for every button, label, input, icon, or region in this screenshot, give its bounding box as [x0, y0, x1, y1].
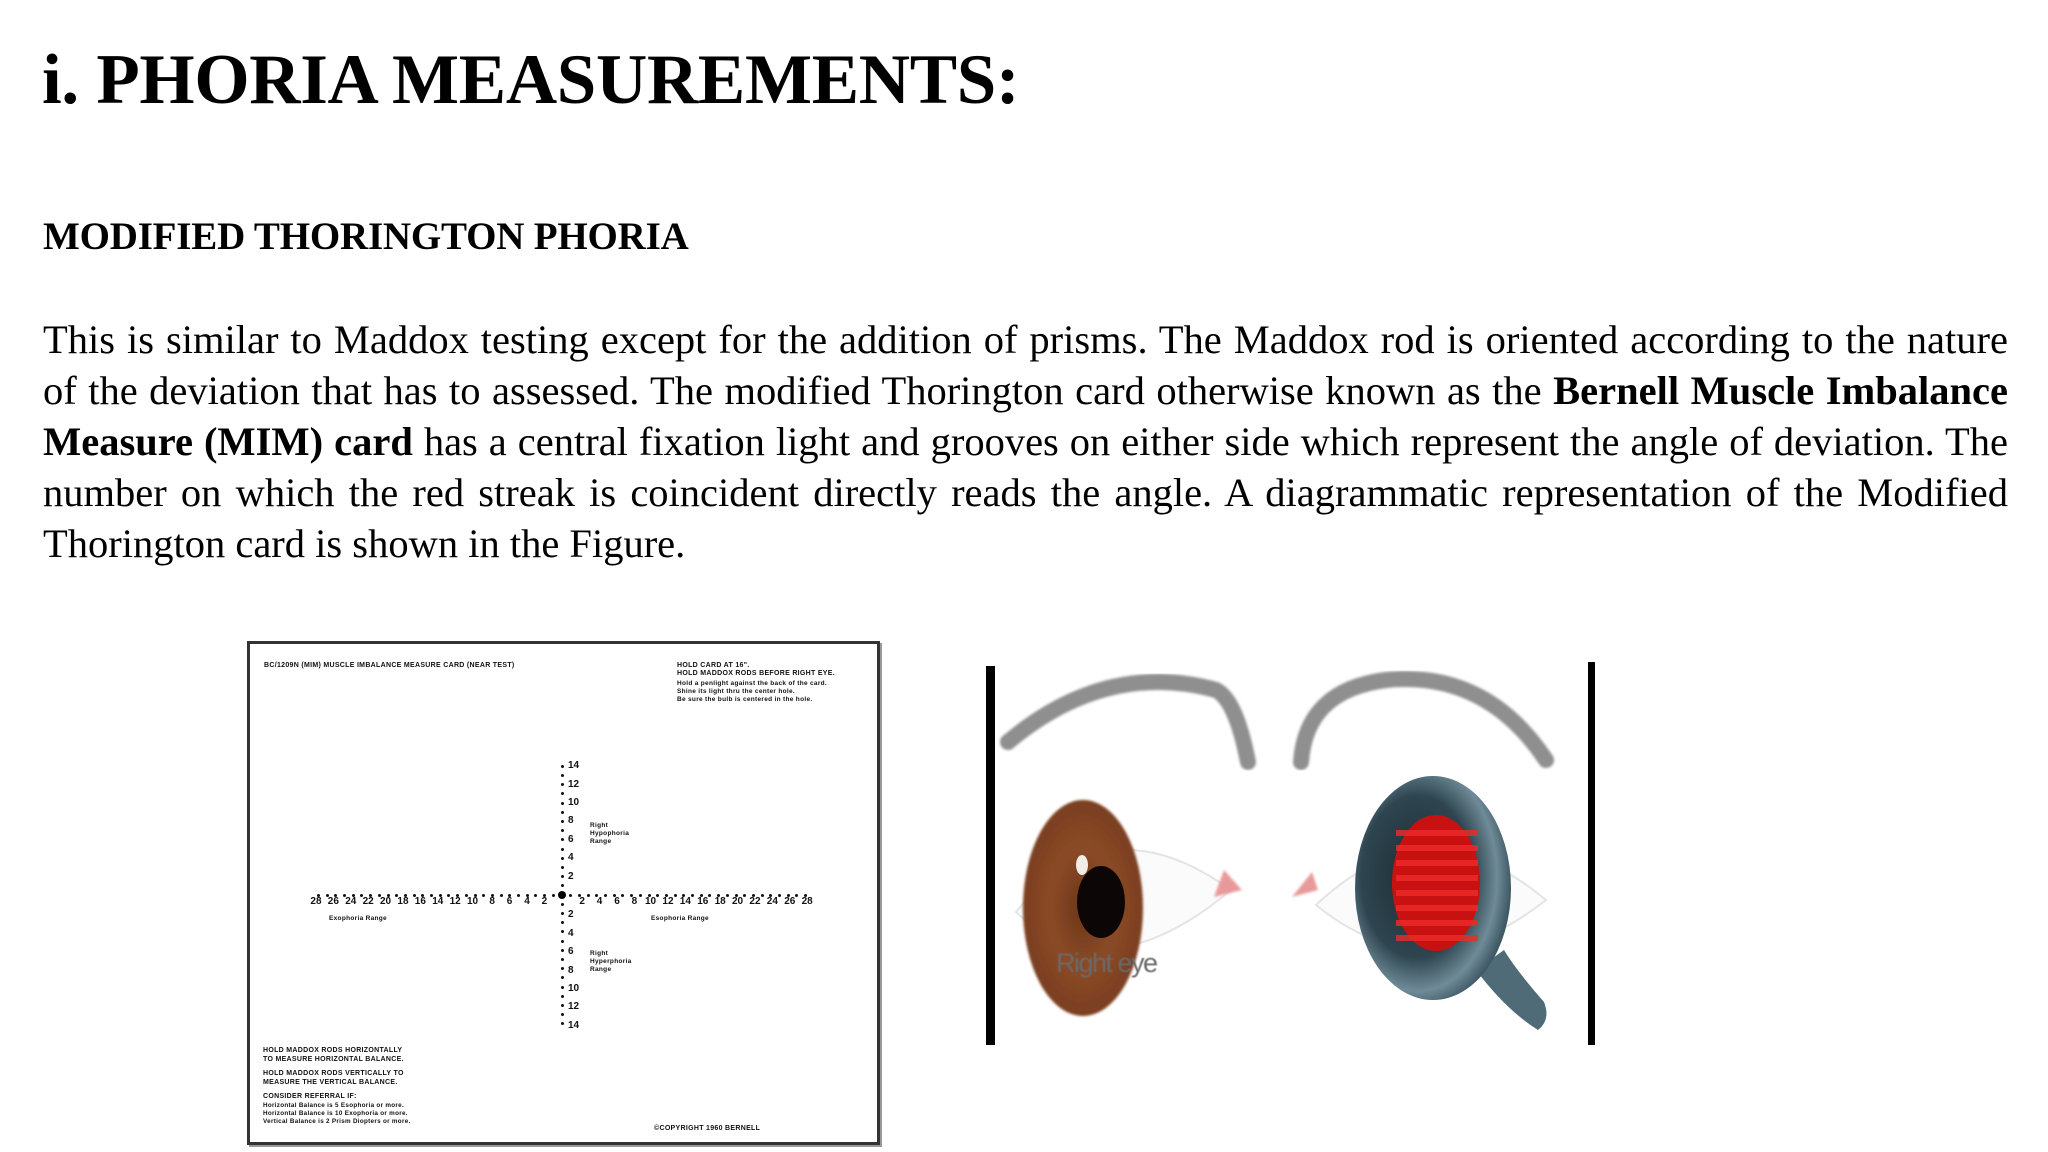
- esophoria-tick-label: 2: [579, 896, 585, 907]
- hyperphoria-tick-label: 4: [568, 927, 574, 939]
- hypophoria-tick-label: 10: [568, 797, 580, 808]
- instruction-2: TO MEASURE HORIZONTAL BALANCE.: [263, 1056, 404, 1063]
- scale-dot: [656, 894, 659, 897]
- hyperphoria-tick-label: 6: [568, 946, 574, 958]
- scale-dot: [621, 894, 624, 897]
- instruction-3: HOLD MADDOX RODS VERTICALLY TO: [263, 1070, 404, 1077]
- scale-dot: [639, 894, 642, 897]
- scale-dot: [561, 783, 564, 786]
- maddox-rod-eye-figure: [986, 650, 1596, 1050]
- paragraph-text-1: This is similar to Maddox testing except for the addition of prisms. The Maddox rod is oriented according to the nature of the deviation that has to assessed. The modified Thorington card otherwise known as the: [43, 317, 2008, 413]
- scale-dot: [561, 921, 564, 924]
- hyperphoria-tick-label: 10: [568, 983, 580, 994]
- scale-dot: [561, 857, 564, 860]
- scale-dot: [534, 894, 537, 897]
- scale-dot: [561, 995, 564, 998]
- scale-dot: [561, 820, 564, 823]
- card-note-2: HOLD MADDOX RODS BEFORE RIGHT EYE.: [677, 670, 835, 677]
- scale-dot: [552, 894, 555, 897]
- exophoria-tick-label: 10: [467, 896, 479, 907]
- hyperphoria-label-3: Range: [590, 966, 612, 973]
- scale-dot: [561, 986, 564, 989]
- scale-dot: [561, 958, 564, 961]
- scale-dot: [561, 802, 564, 805]
- scale-dot: [500, 894, 503, 897]
- scale-dot: [569, 894, 572, 897]
- esophoria-tick-label: 4: [596, 896, 603, 907]
- scale-dot: [795, 894, 798, 897]
- scale-dot: [708, 894, 711, 897]
- esophoria-tick-label: 28: [801, 896, 813, 907]
- scale-dot: [561, 838, 564, 841]
- scale-dot: [561, 848, 564, 851]
- exophoria-tick-label: 26: [327, 896, 339, 907]
- hypophoria-label-3: Range: [590, 838, 612, 845]
- exophoria-tick-label: 22: [362, 896, 374, 907]
- exophoria-tick-label: 18: [397, 896, 409, 907]
- exophoria-tick-label: 20: [380, 896, 392, 907]
- esophoria-tick-label: 22: [749, 896, 761, 907]
- eyes-illustration: [986, 650, 1596, 1050]
- right-eye-label: Right eye: [1056, 948, 1157, 978]
- scale-dot: [561, 930, 564, 933]
- esophoria-tick-label: 8: [631, 896, 638, 907]
- scale-dot: [674, 894, 677, 897]
- exophoria-tick-label: 16: [414, 896, 426, 907]
- paragraph-text-2: has a central fixation light and grooves on either side which represent the angle of deviation. The number on which the red streak is coincident directly reads the angle. A diagrammatic representation of the Modified Thorington card is shown in the Figure.: [43, 419, 2008, 566]
- scale-dot: [561, 774, 564, 777]
- copyright-text: ©COPYRIGHT 1960 BERNELL: [654, 1125, 761, 1132]
- exophoria-tick-label: 12: [449, 896, 461, 907]
- hypophoria-label-2: Hypophoria: [590, 830, 630, 837]
- exophoria-tick-label: 8: [489, 896, 495, 907]
- referral-criterion-1: Horizontal Balance is 5 Esophoria or more.: [263, 1102, 405, 1109]
- esophoria-tick-label: 20: [732, 896, 744, 907]
- mim-card-figure: [247, 641, 880, 1145]
- scale-dot: [561, 949, 564, 952]
- subsection-heading: MODIFIED THORINGTON PHORIA: [43, 215, 689, 258]
- scale-dot: [743, 894, 746, 897]
- instruction-1: HOLD MADDOX RODS HORIZONTALLY: [263, 1047, 403, 1054]
- card-note-3: Hold a penlight against the back of the card.: [677, 680, 828, 687]
- scale-dot: [561, 940, 564, 943]
- scale-dot: [561, 967, 564, 970]
- scale-dot: [561, 976, 564, 979]
- card-note-4: Shine its light thru the center hole.: [677, 688, 795, 695]
- card-note-5: Be sure the bulb is centered in the hole.: [677, 696, 813, 703]
- exophoria-tick-label: 28: [310, 896, 322, 907]
- esophoria-tick-label: 10: [645, 896, 657, 907]
- scale-dot: [604, 894, 607, 897]
- exophoria-tick-label: 14: [432, 896, 444, 907]
- hypophoria-tick-label: 6: [568, 833, 574, 845]
- esophoria-tick-label: 16: [697, 896, 709, 907]
- section-heading: i. PHORIA MEASUREMENTS:: [42, 41, 1020, 119]
- scale-dot: [561, 792, 564, 795]
- hyperphoria-tick-label: 14: [568, 1019, 580, 1031]
- hypophoria-tick-label: 14: [568, 760, 580, 772]
- hypophoria-tick-label: 8: [568, 815, 574, 827]
- referral-criterion-2: Horizontal Balance is 10 Exophoria or more.: [263, 1110, 408, 1117]
- scale-dot: [726, 894, 729, 897]
- scale-dot: [778, 894, 781, 897]
- hypophoria-label-1: Right: [590, 822, 609, 829]
- referral-criterion-3: Vertical Balance is 2 Prism Diopters or more.: [263, 1118, 411, 1125]
- exophoria-tick-label: 6: [506, 896, 513, 907]
- hyperphoria-tick-label: 8: [568, 964, 574, 976]
- scale-dot: [517, 894, 520, 897]
- scale-dot: [561, 875, 564, 878]
- esophoria-tick-label: 18: [714, 896, 726, 907]
- scale-dot: [561, 829, 564, 832]
- hyperphoria-tick-label: 2: [568, 909, 574, 921]
- scale-dot: [561, 1004, 564, 1007]
- scale-dot: [587, 894, 590, 897]
- esophoria-label: Esophoria Range: [651, 915, 709, 922]
- hypophoria-tick-label: 12: [568, 778, 580, 790]
- paragraph-bold-term: Bernell Muscle Imbalance Measure (MIM) card: [43, 368, 2009, 464]
- esophoria-tick-label: 24: [766, 896, 778, 907]
- exophoria-tick-label: 4: [524, 896, 530, 907]
- scale-dot: [691, 894, 694, 897]
- scale-dot: [561, 1022, 564, 1025]
- exophoria-tick-label: 24: [345, 896, 357, 907]
- esophoria-tick-label: 26: [784, 896, 796, 907]
- card-title: BC/1209N (MIM) MUSCLE IMBALANCE MEASURE CARD (NEAR TEST): [264, 662, 515, 669]
- scale-dot: [482, 894, 485, 897]
- hyperphoria-label-1: Right: [590, 950, 609, 957]
- esophoria-tick-label: 6: [614, 896, 620, 907]
- card-note-1: HOLD CARD AT 16".: [677, 662, 750, 669]
- fixation-hole: [558, 891, 566, 899]
- scale-dot: [561, 912, 564, 915]
- scale-dot: [761, 894, 764, 897]
- scale-dot: [561, 903, 564, 906]
- exophoria-tick-label: 2: [541, 896, 548, 907]
- scale-dot: [561, 765, 564, 768]
- esophoria-tick-label: 12: [662, 896, 674, 907]
- body-paragraph: [43, 314, 2008, 569]
- referral-heading: CONSIDER REFERRAL IF:: [263, 1093, 357, 1100]
- scale-dot: [561, 1013, 564, 1016]
- scale-dot: [561, 884, 564, 887]
- exophoria-label: Exophoria Range: [329, 915, 387, 922]
- esophoria-tick-label: 14: [679, 896, 691, 907]
- scale-dot: [561, 866, 564, 869]
- scale-dot: [561, 811, 564, 814]
- hypophoria-tick-label: 2: [568, 870, 574, 882]
- hypophoria-tick-label: 4: [568, 852, 574, 864]
- hyperphoria-label-2: Hyperphoria: [590, 958, 632, 965]
- hyperphoria-tick-label: 12: [568, 1001, 580, 1013]
- instruction-4: MEASURE THE VERTICAL BALANCE.: [263, 1079, 398, 1086]
